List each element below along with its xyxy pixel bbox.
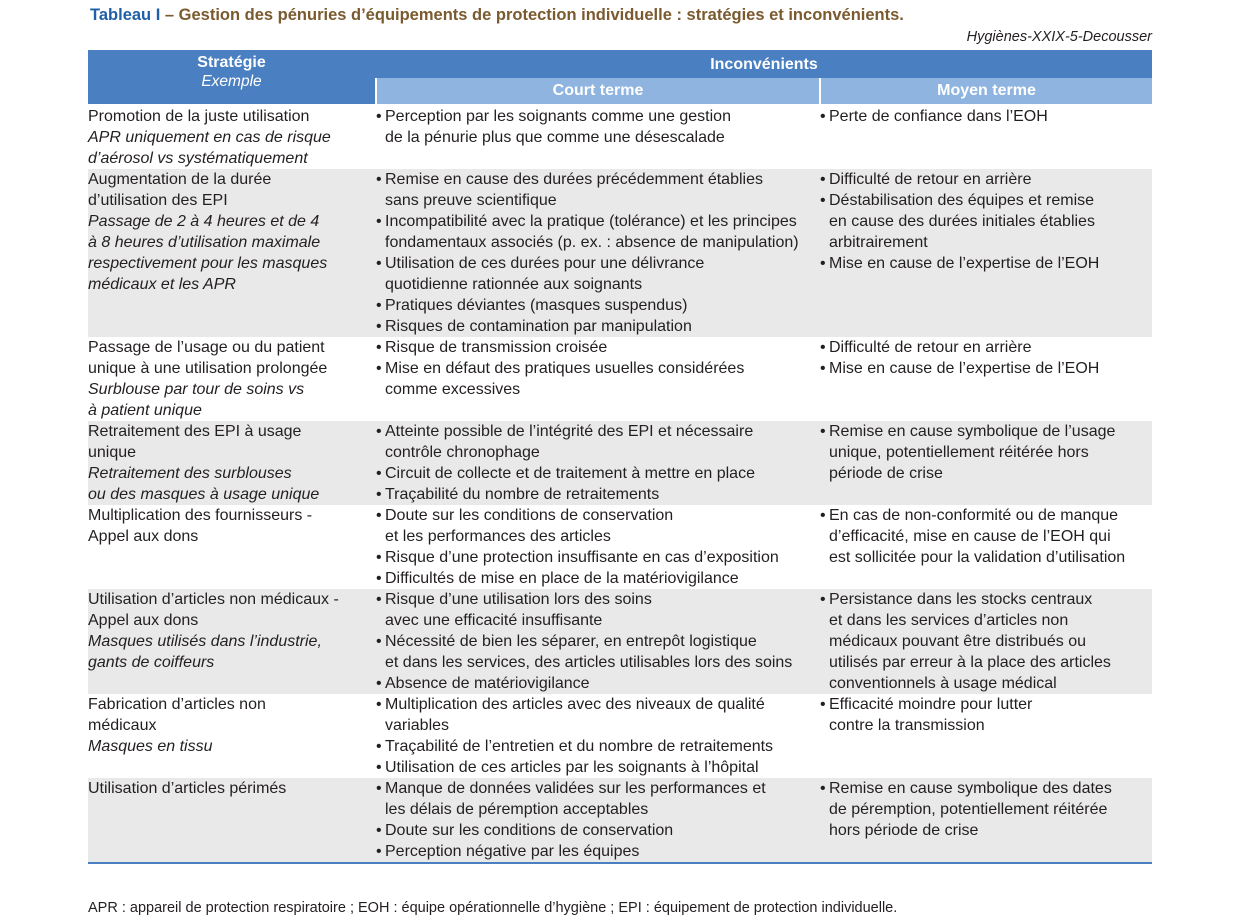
- strategy-name-line: Passage de l’usage ou du patient: [88, 339, 325, 356]
- bullet-list: [376, 505, 820, 589]
- bullet-line: médicaux pouvant être distribués ou: [829, 633, 1087, 650]
- bullet-item: [376, 589, 820, 631]
- bullet-line: • Déstabilisation des équipes et remise: [829, 192, 1095, 209]
- bullet-list: [820, 337, 1152, 379]
- bullet-item: [376, 253, 820, 295]
- bullet-line: • Remise en cause des durées précédemment établies: [385, 171, 763, 188]
- bullet-item: [820, 106, 1152, 127]
- bullet-item: [376, 295, 820, 316]
- table-row: [88, 589, 1152, 694]
- short-term-cell: [376, 421, 820, 505]
- header-inconvenients: Inconvénients: [376, 52, 1152, 78]
- bullet-line: • Difficultés de mise en place de la matériovigilance: [385, 570, 739, 587]
- table-number: Tableau I: [90, 6, 161, 24]
- bullet-line: • Manque de données validées sur les performances et: [385, 780, 766, 797]
- bullet-list: [820, 589, 1152, 694]
- strategy-name-line: Retraitement des EPI à usage: [88, 423, 302, 440]
- medium-term-cell: [820, 505, 1152, 589]
- strategy-name-line: Appel aux dons: [88, 528, 199, 545]
- table-title: [90, 6, 1190, 25]
- bullet-list: [820, 106, 1152, 127]
- bullet-line: • Doute sur les conditions de conservation: [385, 507, 674, 524]
- bullet-line: • Risques de contamination par manipulation: [385, 318, 692, 335]
- table-row: [88, 421, 1152, 505]
- short-term-cell: [376, 337, 820, 421]
- table-row: [88, 169, 1152, 337]
- bullet-line: avec une efficacité insuffisante: [385, 612, 603, 629]
- strategy-name-line: Utilisation d’articles non médicaux -: [88, 591, 339, 608]
- bullet-item: [376, 673, 820, 694]
- strategy-example-line: à patient unique: [88, 402, 202, 419]
- bullet-line: sans preuve scientifique: [385, 192, 557, 209]
- bullet-list: [376, 589, 820, 694]
- strategy-example-line: d’aérosol vs systématiquement: [88, 150, 308, 167]
- bullet-list: [376, 694, 820, 778]
- bullet-item: [820, 778, 1152, 841]
- strategies-table: [88, 50, 1152, 864]
- bullet-line: • En cas de non-conformité ou de manque: [829, 507, 1119, 524]
- bullet-line: • Perception par les soignants comme une gestion: [385, 108, 731, 125]
- bullet-line: • Nécessité de bien les séparer, en entrepôt logistique: [385, 633, 757, 650]
- header-example-label: Exemple: [201, 73, 262, 90]
- medium-term-cell: [820, 169, 1152, 337]
- strategy-cell: [88, 694, 376, 778]
- bullet-line: • Perception négative par les équipes: [385, 843, 640, 860]
- strategy-example-line: Retraitement des surblouses: [88, 465, 292, 482]
- bullet-list: [820, 421, 1152, 484]
- bullet-item: [820, 253, 1152, 274]
- bullet-line: • Multiplication des articles avec des niveaux de qualité: [385, 696, 765, 713]
- bullet-item: [376, 505, 820, 547]
- short-term-cell: [376, 778, 820, 863]
- bullet-item: [376, 820, 820, 841]
- bullet-line: • Mise en cause de l’expertise de l’EOH: [829, 360, 1100, 377]
- bullet-line: • Utilisation de ces durées pour une délivrance: [385, 255, 705, 272]
- bullet-item: [376, 547, 820, 568]
- bullet-item: [376, 694, 820, 736]
- bullet-item: [376, 211, 820, 253]
- bullet-line: • Doute sur les conditions de conservation: [385, 822, 674, 839]
- short-term-cell: [376, 589, 820, 694]
- bullet-line: variables: [385, 717, 450, 734]
- footnote: APR : appareil de protection respiratoire ; EOH : équipe opérationnelle d’hygiène ; EPI : équipement de protection individuelle.: [88, 900, 898, 916]
- bullet-line: et les performances des articles: [385, 528, 611, 545]
- strategy-name-line: Fabrication d’articles non: [88, 696, 266, 713]
- strategy-example-line: à 8 heures d’utilisation maximale: [88, 234, 321, 251]
- bullet-list: [376, 337, 820, 400]
- bullet-list: [820, 505, 1152, 568]
- medium-term-cell: [820, 778, 1152, 863]
- bullet-item: [376, 778, 820, 820]
- bullet-line: • Incompatibilité avec la pratique (tolérance) et les principes: [385, 213, 797, 230]
- strategy-cell: [88, 589, 376, 694]
- bullet-line: utilisés par erreur à la place des articles: [829, 654, 1111, 671]
- bullet-line: d’efficacité, mise en cause de l’EOH qui: [829, 528, 1111, 545]
- bullet-line: • Atteinte possible de l’intégrité des EPI et nécessaire: [385, 423, 754, 440]
- bullet-line: • Risque d’une protection insuffisante en cas d’exposition: [385, 549, 779, 566]
- header-strategy: [88, 52, 376, 105]
- bullet-line: les délais de péremption acceptables: [385, 801, 649, 818]
- bullet-item: [820, 190, 1152, 253]
- short-term-cell: [376, 105, 820, 169]
- bullet-line: hors période de crise: [829, 822, 979, 839]
- bullet-line: • Mise en cause de l’expertise de l’EOH: [829, 255, 1100, 272]
- bullet-item: [820, 358, 1152, 379]
- bullet-item: [376, 337, 820, 358]
- bullet-line: et dans les services, des articles utilisables lors des soins: [385, 654, 793, 671]
- bullet-line: conventionnels à usage médical: [829, 675, 1057, 692]
- bullet-item: [820, 694, 1152, 736]
- bullet-item: [376, 358, 820, 400]
- strategy-name-line: Promotion de la juste utilisation: [88, 108, 310, 125]
- medium-term-cell: [820, 589, 1152, 694]
- short-term-cell: [376, 505, 820, 589]
- bullet-line: contrôle chronophage: [385, 444, 540, 461]
- bullet-item: [820, 421, 1152, 484]
- bullet-line: • Remise en cause symbolique des dates: [829, 780, 1112, 797]
- bullet-list: [820, 169, 1152, 274]
- medium-term-cell: [820, 421, 1152, 505]
- strategy-name-line: unique: [88, 444, 137, 461]
- bullet-line: • Risque d’une utilisation lors des soins: [385, 591, 652, 608]
- bullet-line: est sollicitée pour la validation d’utilisation: [829, 549, 1126, 566]
- bullet-item: [820, 169, 1152, 190]
- bullet-item: [376, 736, 820, 757]
- bullet-list: [820, 694, 1152, 736]
- bullet-item: [376, 757, 820, 778]
- strategy-name-line: unique à une utilisation prolongée: [88, 360, 328, 377]
- medium-term-cell: [820, 337, 1152, 421]
- bullet-line: • Traçabilité de l’entretien et du nombre de retraitements: [385, 738, 774, 755]
- medium-term-cell: [820, 105, 1152, 169]
- bullet-line: unique, potentiellement réitérée hors: [829, 444, 1089, 461]
- bullet-line: • Efficacité moindre pour lutter: [829, 696, 1033, 713]
- header-medium-term: Moyen terme: [820, 78, 1152, 105]
- strategy-cell: [88, 337, 376, 421]
- bullet-line: de la pénurie plus que comme une désescalade: [385, 129, 725, 146]
- bullet-list: [820, 778, 1152, 841]
- strategy-example-line: gants de coiffeurs: [88, 654, 215, 671]
- medium-term-cell: [820, 694, 1152, 778]
- table-row: [88, 337, 1152, 421]
- bullet-item: [376, 568, 820, 589]
- bullet-line: • Risque de transmission croisée: [385, 339, 608, 356]
- table-row: [88, 505, 1152, 589]
- strategy-example-line: APR uniquement en cas de risque: [88, 129, 331, 146]
- strategy-example-line: Passage de 2 à 4 heures et de 4: [88, 213, 320, 230]
- bullet-item: [820, 505, 1152, 568]
- strategy-example-line: Surblouse par tour de soins vs: [88, 381, 305, 398]
- table-row: [88, 694, 1152, 778]
- bullet-line: arbitrairement: [829, 234, 928, 251]
- bullet-line: de péremption, potentiellement réitérée: [829, 801, 1108, 818]
- table-title-text: – Gestion des pénuries d’équipements de protection individuelle : stratégies et inconvénients.: [160, 6, 904, 24]
- strategy-example-line: médicaux et les APR: [88, 276, 236, 293]
- strategy-name-line: Appel aux dons: [88, 612, 199, 629]
- short-term-cell: [376, 169, 820, 337]
- bullet-line: • Absence de matériovigilance: [385, 675, 590, 692]
- bullet-line: période de crise: [829, 465, 943, 482]
- strategy-cell: [88, 105, 376, 169]
- bullet-item: [376, 841, 820, 862]
- table-body: [88, 105, 1152, 863]
- bullet-list: [376, 169, 820, 337]
- short-term-cell: [376, 694, 820, 778]
- bullet-item: [376, 484, 820, 505]
- strategy-name-line: Multiplication des fournisseurs -: [88, 507, 313, 524]
- strategy-cell: [88, 505, 376, 589]
- header-strategy-label: Stratégie: [197, 54, 266, 71]
- strategy-example-line: Masques en tissu: [88, 738, 213, 755]
- bullet-item: [820, 589, 1152, 694]
- strategy-name-line: médicaux: [88, 717, 157, 734]
- bullet-list: [376, 106, 820, 148]
- strategy-name-line: Utilisation d’articles périmés: [88, 780, 287, 797]
- bullet-list: [376, 421, 820, 505]
- strategy-cell: [88, 169, 376, 337]
- bullet-line: contre la transmission: [829, 717, 985, 734]
- source-reference: Hygiènes-XXIX-5-Decousser: [966, 29, 1152, 45]
- bullet-line: comme excessives: [385, 381, 521, 398]
- strategy-example-line: Masques utilisés dans l’industrie,: [88, 633, 322, 650]
- bullet-line: • Utilisation de ces articles par les soignants à l’hôpital: [385, 759, 759, 776]
- strategy-example-line: ou des masques à usage unique: [88, 486, 320, 503]
- table-row: [88, 778, 1152, 863]
- bullet-item: [376, 169, 820, 211]
- bullet-line: et dans les services d’articles non: [829, 612, 1069, 629]
- bullet-item: [376, 106, 820, 148]
- header-short-term: Court terme: [376, 78, 820, 105]
- bullet-line: • Circuit de collecte et de traitement à mettre en place: [385, 465, 755, 482]
- bullet-line: • Difficulté de retour en arrière: [829, 339, 1032, 356]
- strategy-cell: [88, 421, 376, 505]
- bullet-line: en cause des durées initiales établies: [829, 213, 1095, 230]
- bullet-item: [376, 421, 820, 463]
- bullet-line: • Difficulté de retour en arrière: [829, 171, 1032, 188]
- bullet-line: • Mise en défaut des pratiques usuelles considérées: [385, 360, 745, 377]
- bullet-item: [376, 631, 820, 673]
- bullet-item: [376, 463, 820, 484]
- bullet-line: • Pratiques déviantes (masques suspendus): [385, 297, 688, 314]
- bullet-item: [376, 316, 820, 337]
- bullet-line: • Traçabilité du nombre de retraitements: [385, 486, 660, 503]
- table-row: [88, 105, 1152, 169]
- strategy-example-line: respectivement pour les masques: [88, 255, 328, 272]
- strategy-name-line: d’utilisation des EPI: [88, 192, 228, 209]
- bullet-line: • Perte de confiance dans l’EOH: [829, 108, 1048, 125]
- bullet-line: • Persistance dans les stocks centraux: [829, 591, 1093, 608]
- bullet-line: fondamentaux associés (p. ex. : absence de manipulation): [385, 234, 799, 251]
- bullet-list: [376, 778, 820, 862]
- bullet-item: [820, 337, 1152, 358]
- bullet-line: • Remise en cause symbolique de l’usage: [829, 423, 1116, 440]
- bullet-line: quotidienne rationnée aux soignants: [385, 276, 643, 293]
- strategy-name-line: Augmentation de la durée: [88, 171, 272, 188]
- strategy-cell: [88, 778, 376, 863]
